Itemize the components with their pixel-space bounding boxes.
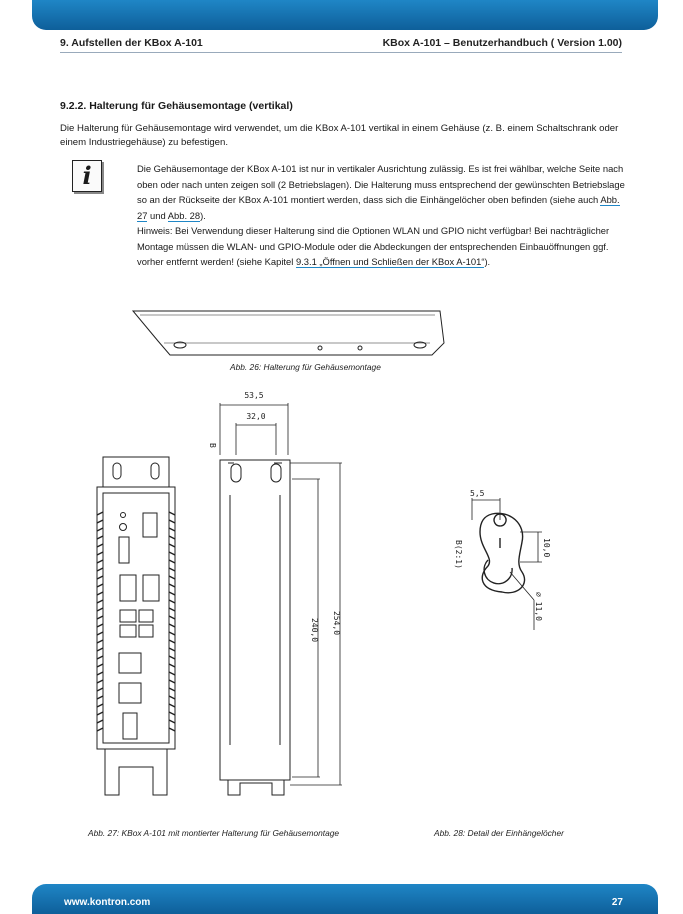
link-abb-27[interactable]: Abb. 27 [137, 194, 620, 221]
dim-height-inner: 240,0 [310, 617, 319, 643]
detail-dim-width: 5,5 [470, 489, 485, 498]
header-divider [60, 52, 622, 53]
dim-width-inner: 32,0 [246, 412, 266, 421]
bracket-drawing [130, 305, 450, 360]
top-header-band [32, 0, 658, 30]
note-text: ). [200, 209, 206, 221]
document-title: KBox A-101 – Benutzerhandbuch ( Version 1.00) [382, 37, 622, 49]
link-abb-28[interactable]: Abb. 28 [167, 209, 201, 221]
info-icon: i [72, 160, 102, 192]
note-paragraph-2 [137, 223, 629, 270]
link-chapter-9-3-1[interactable]: 9.3.1 „Öffnen und Schließen der KBox A-101“ [295, 256, 485, 267]
note-text: ). [484, 256, 491, 267]
note-text: Die Gehäusemontage der KBox A-101 ist nur in vertikaler Ausrichtung zulässig. Es ist frei wählbar, welche Seite nach oben oder nach unten zeigen soll (2 Betriebslagen). Die Halterung muss entsprechend der gewünschten Betriebslage so an der Rückseite der KBox A-101 montiert werden, dass sich die Einhängelöcher oben befinden (siehe auch [137, 163, 625, 205]
info-note [137, 161, 629, 270]
detail-dim-height: 10,0 [542, 538, 551, 558]
running-header [60, 37, 622, 51]
kbox-side-view [200, 385, 350, 805]
note-paragraph-1 [137, 161, 629, 223]
kbox-front-view [95, 455, 180, 800]
figure-28-caption: Abb. 28: Detail der Einhängelöcher [434, 828, 564, 838]
note-text: und [147, 209, 168, 221]
dim-height-outer: 254,0 [332, 610, 341, 636]
section-heading: 9.2.2. Halterung für Gehäusemontage (vertikal) [60, 100, 293, 112]
chapter-title: 9. Aufstellen der KBox A-101 [60, 37, 203, 49]
dim-width-outer: 53,5 [244, 391, 264, 400]
note-text: Hinweis: Bei Verwendung dieser Halterung sind die Optionen WLAN und GPIO nicht verfügbar! Bei nachträglicher Montage müssen die WLAN- und GPIO-Module oder die Abdeckungen der entsprechenden Einbauöffnungen ggf. vorher entfernt werden! (siehe Kapitel [137, 225, 610, 267]
detail-marker-b: B [208, 443, 217, 448]
page-number: 27 [611, 897, 623, 908]
keyhole-detail [440, 480, 550, 630]
footer-website-link[interactable]: www.kontron.com [64, 897, 151, 908]
detail-scale-label: B(2:1) [454, 540, 463, 569]
intro-paragraph: Die Halterung für Gehäusemontage wird verwendet, um die KBox A-101 vertikal in einem Gehäuse (z. B. einem Schaltschrank oder einem Industriegehäuse) zu befestigen. [60, 123, 619, 148]
detail-dim-diameter: ⌀ 11,0 [534, 592, 543, 621]
figure-27-caption: Abb. 27: KBox A-101 mit montierter Halterung für Gehäusemontage [88, 828, 340, 838]
figure-26-caption: Abb. 26: Halterung für Gehäusemontage [230, 362, 381, 372]
